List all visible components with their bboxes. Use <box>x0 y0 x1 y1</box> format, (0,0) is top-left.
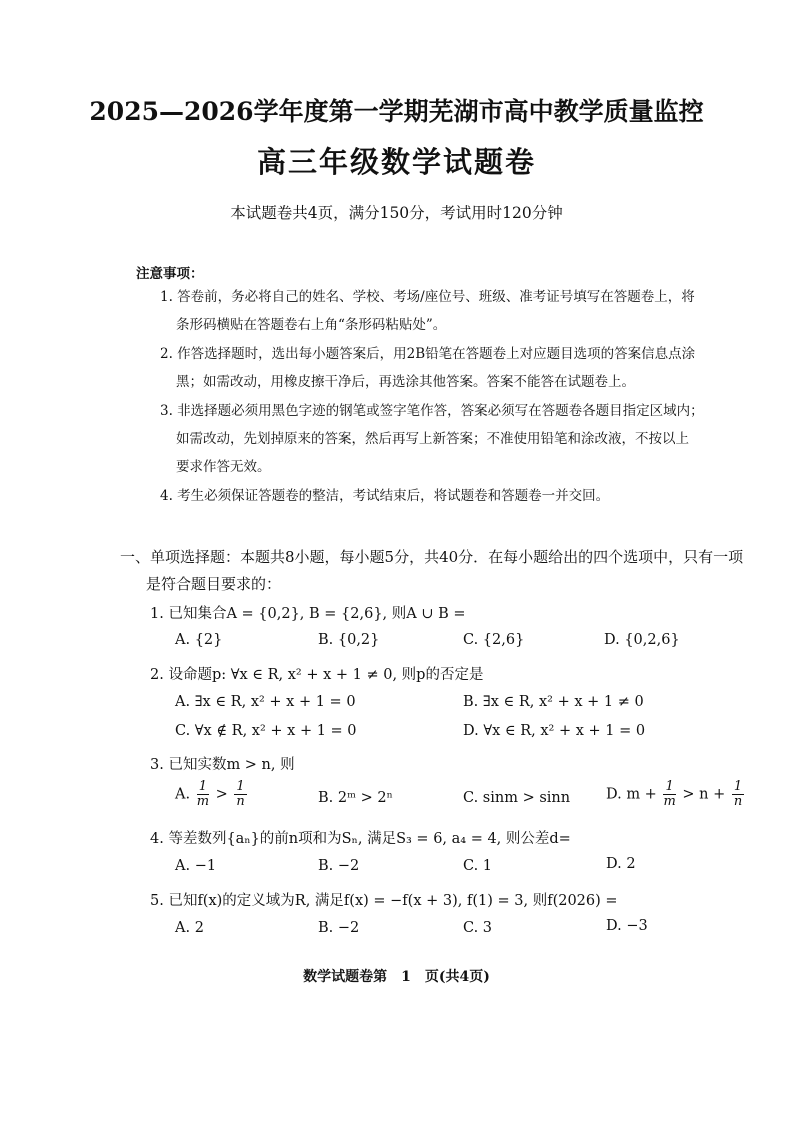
fraction-denominator: m <box>196 794 210 809</box>
fraction-numerator: 1 <box>198 779 207 794</box>
exam-info: 本试题卷共4页，满分150分，考试用时120分钟 <box>230 204 563 222</box>
question-3-stem: 3. 已知实数m > n, 则 <box>150 757 295 773</box>
question-3-option-a-label: A. <box>175 786 191 803</box>
exam-title: 2025—2026学年度第一学期芜湖市高中教学质量监控 <box>89 97 704 126</box>
question-2-option-c: C. ∀x ∉ R, x² + x + 1 = 0 <box>175 723 357 739</box>
fraction-1-over-n <box>234 780 246 809</box>
question-1-stem: 1. 已知集合A = {0,2}, B = {2,6}, 则A ∪ B = <box>150 606 466 622</box>
question-1-option-b: B. {0,2} <box>318 632 380 648</box>
notice-item-4-line1: 4. 考生必须保证答题卷的整洁，考试结束后，将试题卷和答题卷一并交回。 <box>160 488 610 504</box>
notice-heading: 注意事项： <box>136 266 204 282</box>
question-3-option-c: C. sinm > sinn <box>463 790 571 806</box>
notice-item-2-line1: 2. 作答选择题时，选出每小题答案后，用2B铅笔在答题卷上对应题目选项的答案信息点涂 <box>160 346 696 362</box>
question-5-option-c: C. 3 <box>463 920 493 936</box>
fraction-numerator: 1 <box>733 779 743 794</box>
fraction-1-over-n <box>732 780 744 809</box>
question-2-option-a: A. ∃x ∈ R, x² + x + 1 = 0 <box>175 694 356 710</box>
question-5-option-d: D. −3 <box>606 918 648 934</box>
notice-item-2-line2: 黑；如需改动，用橡皮擦干净后，再选涂其他答案。答案不能答在试题卷上。 <box>176 374 635 390</box>
question-5-option-b: B. −2 <box>318 920 360 936</box>
question-2-option-d: D. ∀x ∈ R, x² + x + 1 = 0 <box>463 723 646 739</box>
fraction-1-over-m <box>197 780 209 809</box>
notice-item-3-line1: 3. 非选择题必须用黑色字迹的钢笔或签字笔作答，答案必须写在答题卷各题目指定区域内； <box>160 403 704 419</box>
fraction-denominator: n <box>733 794 743 809</box>
question-4-stem: 4. 等差数列{aₙ}的前n项和为Sₙ, 满足S₃ = 6, a₄ = 4, 则公差d= <box>150 831 571 847</box>
section-heading-cont: 是符合题目要求的： <box>146 575 282 593</box>
fraction-denominator: n <box>236 794 245 809</box>
exam-subject-title: 高三年级数学试题卷 <box>256 145 536 179</box>
fraction-1-over-m <box>663 780 675 809</box>
question-4-option-d: D. 2 <box>606 856 636 872</box>
question-5-stem: 5. 已知f(x)的定义域为R, 满足f(x) = −f(x + 3), f(1) = 3, 则f(2026) = <box>150 893 618 909</box>
notice-item-1-line2: 条形码横贴在答题卷右上角“条形码粘贴处”。 <box>176 317 447 333</box>
question-4-option-b: B. −2 <box>318 858 360 874</box>
question-4-option-c: C. 1 <box>463 858 493 874</box>
fraction-denominator: m <box>663 794 676 809</box>
page-footer: 数学试题卷第 1 页(共4页) <box>303 969 490 985</box>
question-3-option-d-mid: > n + <box>682 786 726 803</box>
question-1-option-c: C. {2,6} <box>463 632 525 648</box>
question-2-option-b: B. ∃x ∈ R, x² + x + 1 ≠ 0 <box>463 694 644 710</box>
question-5-option-a: A. 2 <box>175 920 204 936</box>
section-heading: 一、单项选择题：本题共8小题，每小题5分，共40分．在每小题给出的四个选项中，只有一项 <box>120 548 744 566</box>
question-2-stem: 2. 设命题p: ∀x ∈ R, x² + x + 1 ≠ 0, 则p的否定是 <box>150 667 484 683</box>
notice-item-3-line2: 如需改动，先划掉原来的答案，然后再写上新答案；不准使用铅笔和涂改液，不按以上 <box>176 431 689 447</box>
question-4-option-a: A. −1 <box>175 858 217 874</box>
fraction-numerator: 1 <box>236 779 245 794</box>
notice-item-3-line3: 要求作答无效。 <box>176 459 271 475</box>
notice-item-1-line1: 1. 答卷前，务必将自己的姓名、学校、考场/座位号、班级、准考证号填写在答题卷上，将 <box>160 289 695 305</box>
fraction-numerator: 1 <box>665 779 674 794</box>
question-3-option-b: B. 2ᵐ > 2ⁿ <box>318 790 393 806</box>
question-3-option-d <box>606 780 746 809</box>
question-1-option-d: D. {0,2,6} <box>604 632 680 648</box>
question-3-option-a: A. $\frac{1}{m}$ > $\frac{1}{n}$ <box>175 779 245 809</box>
question-3-option-d-label: D. m + <box>606 786 657 803</box>
question-1-option-a: A. {2} <box>175 632 223 648</box>
